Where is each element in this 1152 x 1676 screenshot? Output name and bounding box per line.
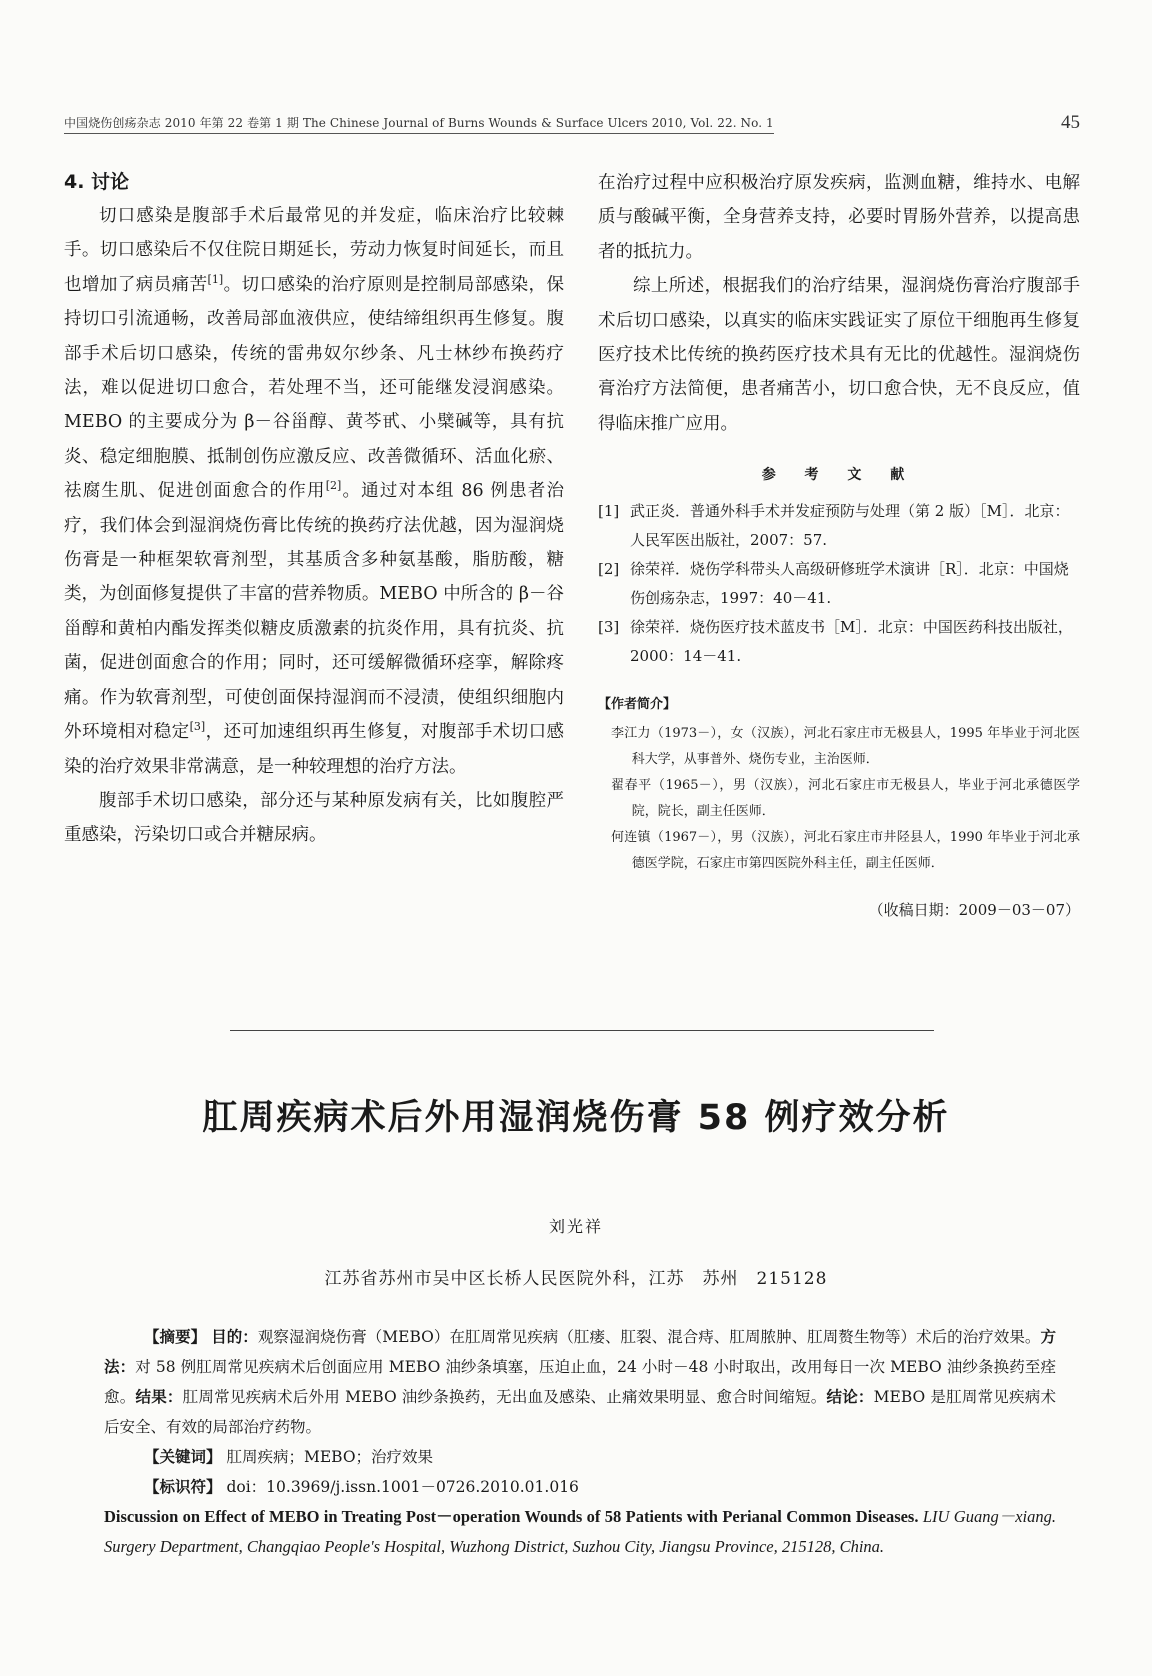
article-author: 刘光祥 — [548, 1217, 603, 1236]
page-number: 45 — [1061, 112, 1080, 133]
discussion-paragraph-2-continued: 在治疗过程中应积极治疗原发疾病，监测血糖，维持水、电解质与酸碱平衡，全身营养支持，必要时胃肠外营养，以提高患者的抵抗力。 — [598, 173, 1080, 262]
abstract-label: 【摘要】 — [144, 1328, 207, 1346]
author-info-list — [598, 721, 1080, 877]
reference-number: [3] — [598, 618, 620, 637]
paragraph-text: 。切口感染的治疗原则是控制局部感染，保持切口引流通畅，改善局部血液供应，使结缔组织再生修复。腹部手术后切口感染，传统的雷弗奴尔纱条、凡士林纱布换药疗法，难以促进切口愈合，若处理不当，还可能继发浸润感染。MEBO 的主要成分为 β－谷甾醇、黄芩甙、小檗碱等，具有抗炎、稳定细胞膜、抵制创伤应激反应、改善微循环、活血化瘀、祛腐生肌、促进创面愈合的作用 — [64, 274, 565, 502]
identifier-text: doi：10.3969/j.issn.1001－0726.2010.01.016 — [226, 1478, 579, 1496]
author-affiliation: 江苏省苏州市吴中区长桥人民医院外科，江苏 苏州 215128 — [324, 1269, 828, 1289]
journal-citation-line: 中国烧伤创疡杂志 2010 年第 22 卷第 1 期 The Chinese Journal of Burns Wounds & Surface Ulcers 2010, Vol. 22. No. 1 — [64, 114, 774, 134]
article-title: 肛周疾病术后外用湿润烧伤膏 58 例疗效分析 — [202, 1098, 950, 1138]
citation-2: [2] — [325, 479, 342, 493]
discussion-heading: 4. 讨论 — [64, 171, 130, 193]
reference-number: [2] — [598, 560, 620, 579]
author-info-item: 李江力（1973－），女（汉族），河北石家庄市无极县人，1995 年毕业于河北医科大学，从事普外、烧伤专业，主治医师． — [611, 726, 1080, 768]
reference-text: 徐荣祥．烧伤医疗技术蓝皮书［M］．北京：中国医药科技出版社，2000：14－41. — [630, 618, 1073, 666]
identifier-row — [104, 1472, 1056, 1502]
objective-label: 目的： — [211, 1328, 258, 1346]
method-text: 对 58 例肛周常见疾病术后创面应用 MEBO 油纱条填塞，压迫止血，24 小时－48 小时取出，改用每日一次 MEBO 油纱条换药至痊愈。 — [104, 1358, 1056, 1406]
citation-1: [1] — [207, 272, 224, 286]
english-abstract-header — [104, 1502, 1056, 1562]
abstract-block — [104, 1322, 1056, 1502]
objective-text: 观察湿润烧伤膏（MEBO）在肛周常见疾病（肛瘘、肛裂、混合痔、肛周脓肿、肛周赘生物等）术后的治疗效果。 — [257, 1328, 1041, 1346]
article-divider — [230, 1030, 934, 1031]
english-authors: LIU Guang－xiang. Surgery Department, Changqiao People's Hospital, Wuzhong District, Suzhou City, Jiangsu Province, 215128, China. — [104, 1507, 1056, 1556]
conclusion-text: MEBO 是肛周常见疾病术后安全、有效的局部治疗药物。 — [104, 1388, 1056, 1436]
received-date: （收稿日期：2009－03－07） — [868, 901, 1080, 920]
abstract-text — [104, 1322, 1056, 1442]
author-info-item: 翟春平（1965－），男（汉族），河北石家庄市无极县人，毕业于河北承德医学院，院长，副主任医师． — [611, 778, 1080, 820]
result-label: 结果： — [135, 1388, 183, 1406]
author-info-title: 【作者简介】 — [598, 697, 677, 713]
reference-item — [598, 497, 1080, 555]
reference-text: 徐荣祥．烧伤学科带头人高级研修班学术演讲［R］．北京：中国烧伤创疡杂志，1997：40－41. — [630, 560, 1069, 608]
reference-number: [1] — [598, 502, 620, 521]
result-text: 肛周常见疾病术后外用 MEBO 油纱条换药，无出血及感染、止痛效果明显、愈合时间缩短。 — [182, 1388, 827, 1406]
english-title: Discussion on Effect of MEBO in Treating Post－operation Wounds of 58 Patients with Perianal Common Diseases. — [104, 1507, 919, 1526]
reference-item — [598, 555, 1080, 613]
keywords-label: 【关键词】 — [144, 1448, 222, 1466]
reference-item — [598, 613, 1080, 671]
running-header — [64, 112, 1080, 134]
left-column — [64, 165, 564, 853]
reference-text: 武正炎．普通外科手术并发症预防与处理（第 2 版）［M］．北京：人民军医出版社，2007：57. — [630, 502, 1070, 550]
author-info-item: 何连镇（1967－），男（汉族），河北石家庄市井陉县人，1990 年毕业于河北承德医学院，石家庄市第四医院外科主任，副主任医师． — [611, 830, 1080, 872]
identifier-label: 【标识符】 — [144, 1478, 222, 1496]
right-column — [598, 166, 1080, 923]
paragraph-text: 切口感染是腹部手术后最常见的并发症，临床治疗比较棘手。切口感染后不仅住院日期延长，劳动力恢复时间延长，而且也增加了病员痛苦 — [64, 206, 564, 295]
conclusion-label: 结论： — [826, 1388, 874, 1406]
citation-3: [3] — [189, 720, 206, 734]
discussion-paragraph-1 — [64, 199, 564, 784]
discussion-paragraph-2-start: 腹部手术切口感染，部分还与某种原发病有关，比如腹腔严重感染，污染切口或合并糖尿病。 — [64, 790, 564, 846]
reference-list — [598, 497, 1080, 671]
paragraph-text: ，还可加速组织再生修复，对腹部手术切口感染的治疗效果非常满意，是一种较理想的治疗方法。 — [64, 722, 565, 777]
references-title: 参 考 文 献 — [761, 467, 917, 484]
discussion-paragraph-3: 综上所述，根据我们的治疗结果，湿润烧伤膏治疗腹部手术后切口感染，以真实的临床实践证实了原位干细胞再生修复医疗技术比传统的换药医疗技术具有无比的优越性。湿润烧伤膏治疗方法简便，患者痛苦小，切口愈合快，无不良反应，值得临床推广应用。 — [598, 276, 1080, 434]
method-label: 方法： — [104, 1328, 1056, 1376]
keywords-text: 肛周疾病；MEBO；治疗效果 — [226, 1448, 434, 1466]
paragraph-text: 。通过对本组 86 例患者治疗，我们体会到湿润烧伤膏比传统的换药疗法优越，因为湿润烧伤膏是一种框架软膏剂型，其基质含多种氨基酸，脂肪酸，糖类，为创面修复提供了丰富的营养物质。MEBO 中所含的 β－谷甾醇和黄柏内酯发挥类似糖皮质激素的抗炎作用，具有抗炎、抗菌，促进创面愈合的作用；同时，还可缓解微循环痉挛，解除疼痛。作为软膏剂型，可使创面保持湿润而不浸渍，使组织细胞内外环境相对稳定 — [64, 481, 564, 743]
keywords-row — [104, 1442, 1056, 1472]
